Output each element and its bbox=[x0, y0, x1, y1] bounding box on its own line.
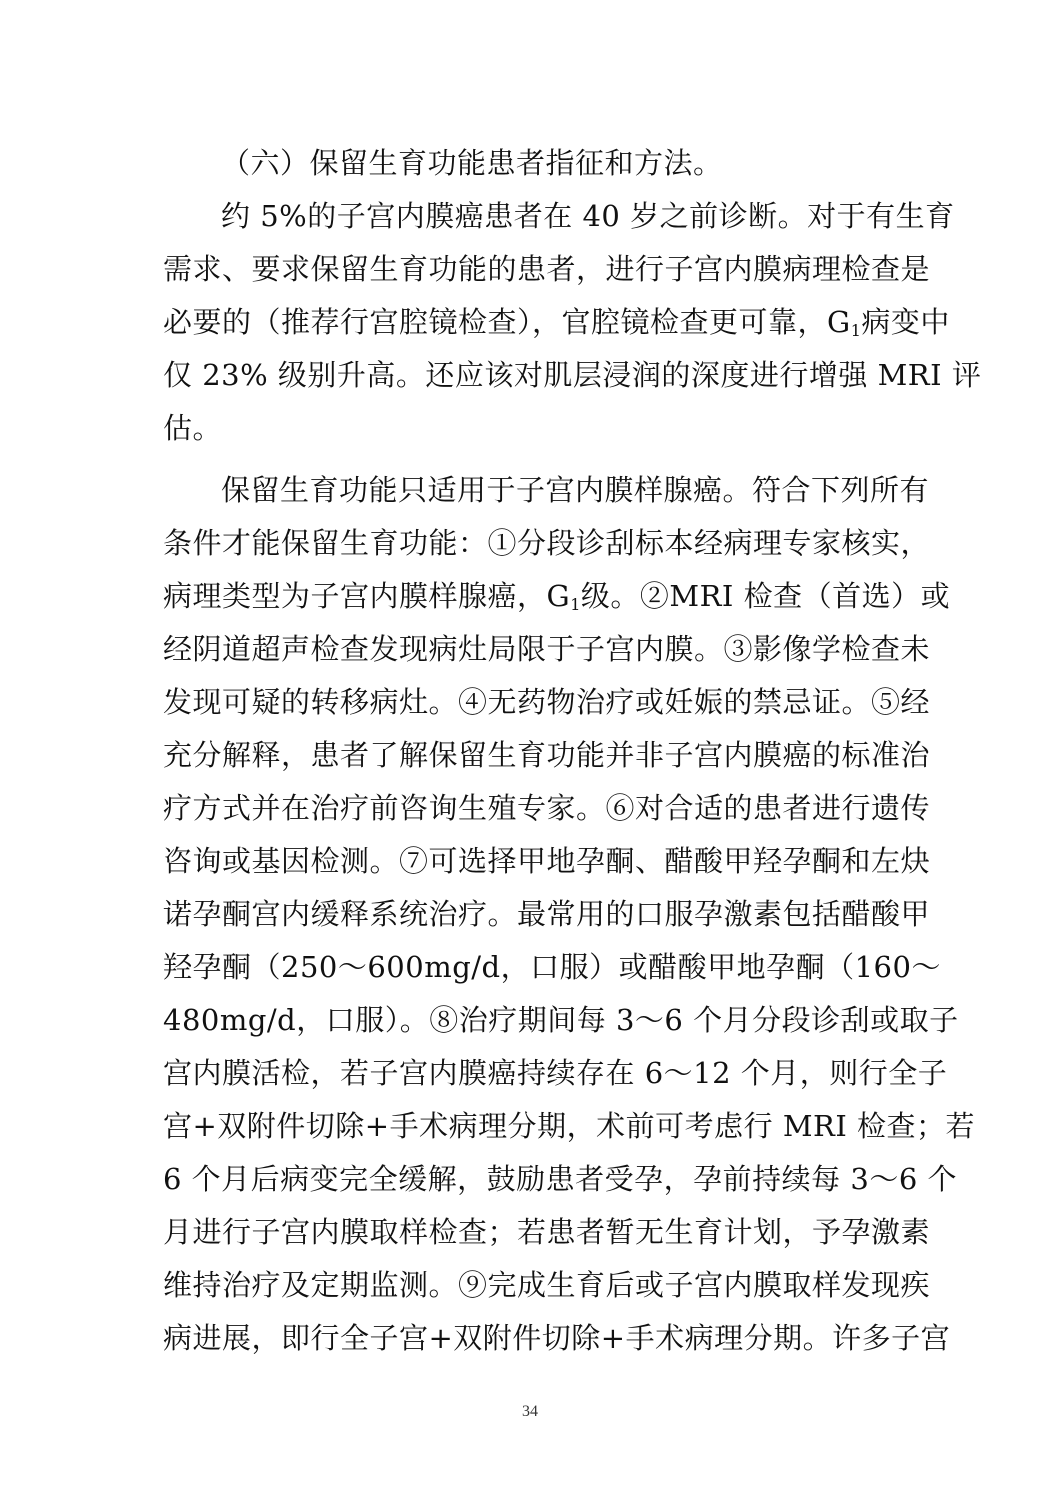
paragraph-2-line-16: 维持治疗及定期监测。⑨完成生育后或子宫内膜取样发现疾 bbox=[163, 1268, 931, 1302]
paragraph-2-line-8: 咨询或基因检测。⑦可选择甲地孕酮、醋酸甲羟孕酮和左炔 bbox=[163, 844, 931, 878]
paragraph-2-line-13: 宫+双附件切除+手术病理分期，术前可考虑行 MRI 检查；若 bbox=[163, 1109, 976, 1143]
g-grade-subscript: 1 bbox=[850, 321, 862, 340]
page-number: 34 bbox=[522, 1403, 538, 1420]
paragraph-2-line-14: 6 个月后病变完全缓解，鼓励患者受孕，孕前持续每 3～6 个 bbox=[163, 1162, 958, 1196]
g-grade-subscript-2: 1 bbox=[570, 595, 581, 614]
paragraph-2-line-12: 宫内膜活检，若子宫内膜癌持续存在 6～12 个月，则行全子 bbox=[163, 1056, 948, 1090]
paragraph-2-line-6: 充分解释，患者了解保留生育功能并非子宫内膜癌的标准治 bbox=[163, 738, 931, 772]
paragraph-2-line-7: 疗方式并在治疗前咨询生殖专家。⑥对合适的患者进行遗传 bbox=[163, 791, 931, 825]
paragraph-1-line-3-text: 必要的（推荐行宫腔镜检查），官腔镜检查更可靠， bbox=[163, 305, 828, 339]
section-heading: （六）保留生育功能患者指征和方法。 bbox=[221, 146, 723, 180]
paragraph-2-line-4: 经阴道超声检查发现病灶局限于子宫内膜。③影像学检查未 bbox=[163, 632, 931, 666]
paragraph-1-line-3 bbox=[163, 296, 950, 349]
paragraph-1-line-5: 估。 bbox=[163, 411, 223, 445]
paragraph-2-line-3-text: 病理类型为子宫内膜样腺癌， bbox=[163, 579, 547, 613]
paragraph-2-line-1: 保留生育功能只适用于子宫内膜样腺癌。符合下列所有 bbox=[221, 473, 930, 507]
paragraph-2-line-11: 480mg/d，口服）。⑧治疗期间每 3～6 个月分段诊刮或取子 bbox=[163, 1003, 959, 1037]
paragraph-2-line-3 bbox=[163, 570, 951, 623]
paragraph-2-line-17: 病进展，即行全子宫+双附件切除+手术病理分期。许多子宫 bbox=[163, 1321, 951, 1355]
paragraph-2-line-3-tail: 级。②MRI 检查（首选）或 bbox=[580, 579, 951, 613]
paragraph-1-line-3-tail: 病变中 bbox=[861, 305, 950, 339]
paragraph-2-line-10: 羟孕酮（250～600mg/d，口服）或醋酸甲地孕酮（160～ bbox=[163, 950, 941, 984]
g-grade-letter: G bbox=[827, 305, 851, 339]
paragraph-2-line-2: 条件才能保留生育功能：①分段诊刮标本经病理专家核实， bbox=[163, 526, 931, 560]
paragraph-2-line-15: 月进行子宫内膜取样检查；若患者暂无生育计划，予孕激素 bbox=[163, 1215, 931, 1249]
paragraph-1-line-4: 仅 23% 级别升高。还应该对肌层浸润的深度进行增强 MRI 评 bbox=[163, 358, 982, 392]
paragraph-2-line-9: 诺孕酮宫内缓释系统治疗。最常用的口服孕激素包括醋酸甲 bbox=[163, 897, 931, 931]
paragraph-2-line-5: 发现可疑的转移病灶。④无药物治疗或妊娠的禁忌证。⑤经 bbox=[163, 685, 931, 719]
document-body bbox=[163, 137, 982, 1365]
g-grade-letter-2: G bbox=[546, 579, 571, 613]
paragraph-1-line-1: 约 5%的子宫内膜癌患者在 40 岁之前诊断。对于有生育 bbox=[221, 199, 955, 233]
paragraph-1-line-2: 需求、要求保留生育功能的患者，进行子宫内膜病理检查是 bbox=[163, 252, 931, 286]
